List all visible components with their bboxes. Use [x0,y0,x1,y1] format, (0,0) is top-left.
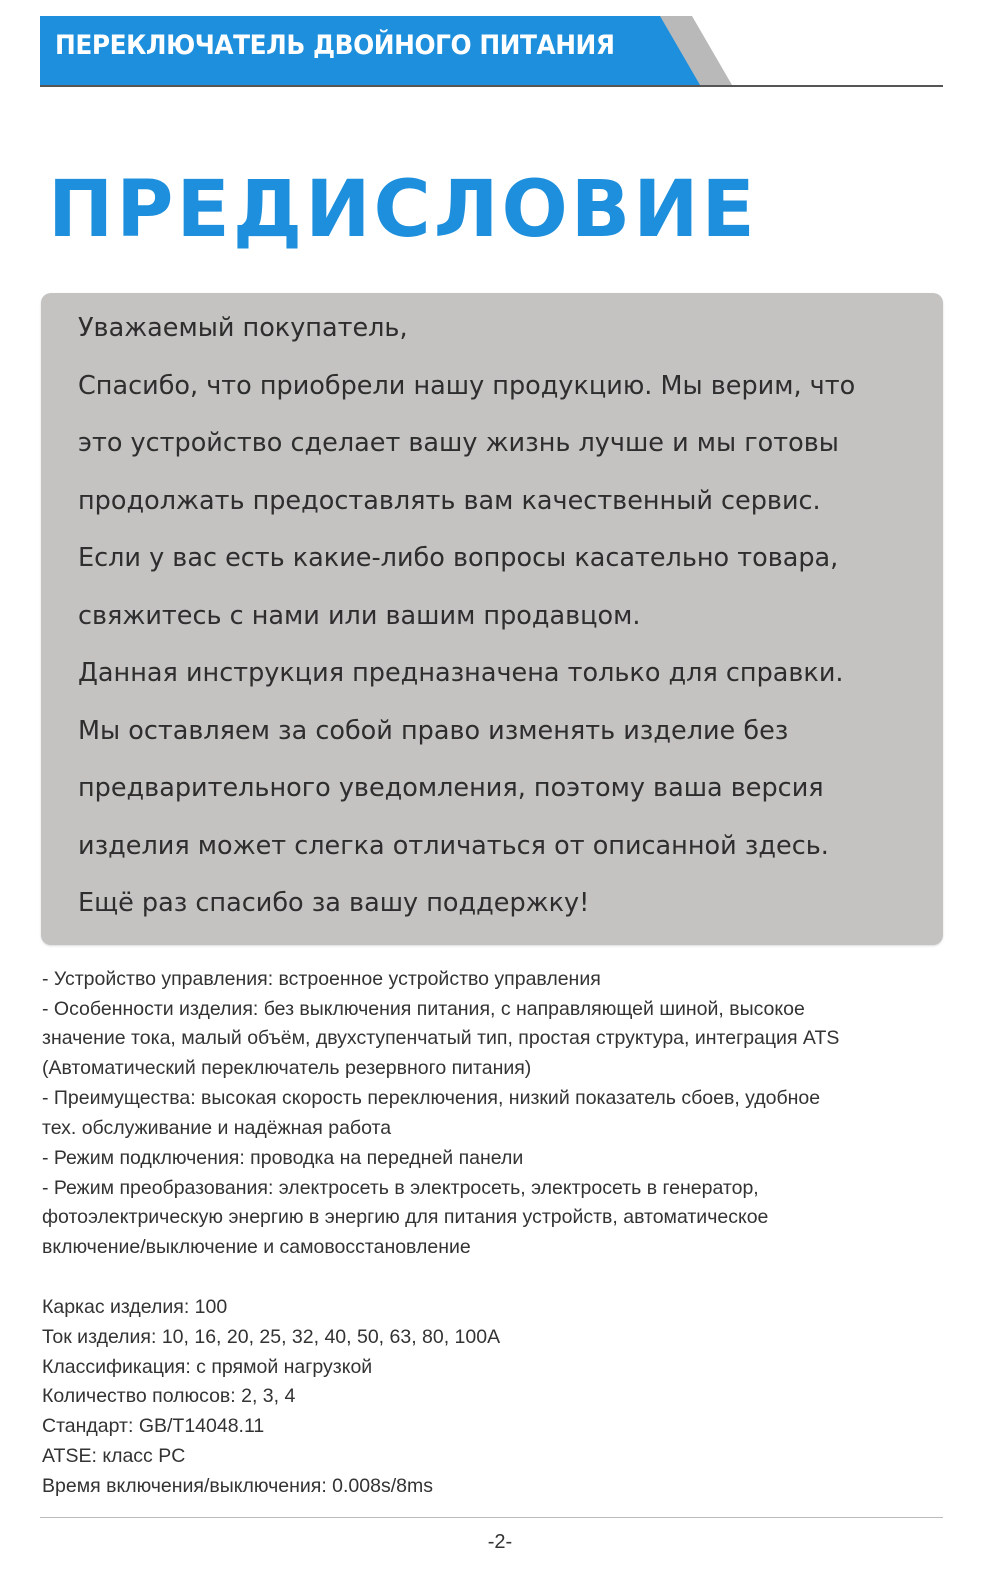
preface-line: продолжать предоставлять вам качественный сервис. [78,486,821,516]
feature-line: - Режим преобразования: электросеть в электросеть, электросеть в генератор, [42,1177,759,1199]
feature-line: тех. обслуживание и надёжная работа [42,1117,392,1139]
header-divider [40,85,943,87]
feature-line: включение/выключение и самовосстановление [42,1236,471,1258]
feature-line: фотоэлектрическую энергию в энергию для питания устройств, автоматическое [42,1206,769,1228]
preface-line: это устройство сделает вашу жизнь лучше и мы готовы [78,428,839,458]
feature-line: значение тока, малый объём, двухступенчатый тип, простая структура, интеграция ATS [42,1027,840,1049]
spec-line: Количество полюсов: 2, 3, 4 [42,1385,296,1407]
preface-line: предварительного уведомления, поэтому ваша версия [78,773,824,803]
preface-line: изделия может слегка отличаться от описанной здесь. [78,831,829,861]
preface-line: Данная инструкция предназначена только для справки. [78,658,844,688]
spec-line: Стандарт: GB/T14048.11 [42,1415,265,1437]
feature-line: - Устройство управления: встроенное устройство управления [42,968,601,990]
feature-line: (Автоматический переключатель резервного питания) [42,1057,532,1079]
preface-line: свяжитесь с нами или вашим продавцом. [78,601,641,631]
feature-line: - Преимущества: высокая скорость переключения, низкий показатель сбоев, удобное [42,1087,821,1109]
preface-line: Спасибо, что приобрели нашу продукцию. Мы верим, что [78,371,856,401]
page-number: -2- [487,1531,513,1553]
spec-line: Каркас изделия: 100 [42,1296,228,1318]
preface-line: Уважаемый покупатель, [78,313,408,343]
feature-line: - Особенности изделия: без выключения питания, с направляющей шиной, высокое [42,998,805,1020]
spec-line: Ток изделия: 10, 16, 20, 25, 32, 40, 50, 63, 80, 100А [42,1326,501,1348]
footer-divider [40,1517,943,1518]
preface-line: Ещё раз спасибо за вашу поддержку! [78,888,590,918]
page-title: ПРЕДИСЛОВИЕ [48,165,758,255]
spec-line: Классификация: с прямой нагрузкой [42,1356,373,1378]
spec-line: ATSE: класс PC [42,1445,186,1467]
preface-line: Если у вас есть какие-либо вопросы касательно товара, [78,543,839,573]
preface-line: Мы оставляем за собой право изменять изделие без [78,716,789,746]
header-title: ПЕРЕКЛЮЧАТЕЛЬ ДВОЙНОГО ПИТАНИЯ [55,30,615,61]
spec-line: Время включения/выключения: 0.008s/8ms [42,1475,433,1497]
feature-line: - Режим подключения: проводка на передней панели [42,1147,524,1169]
